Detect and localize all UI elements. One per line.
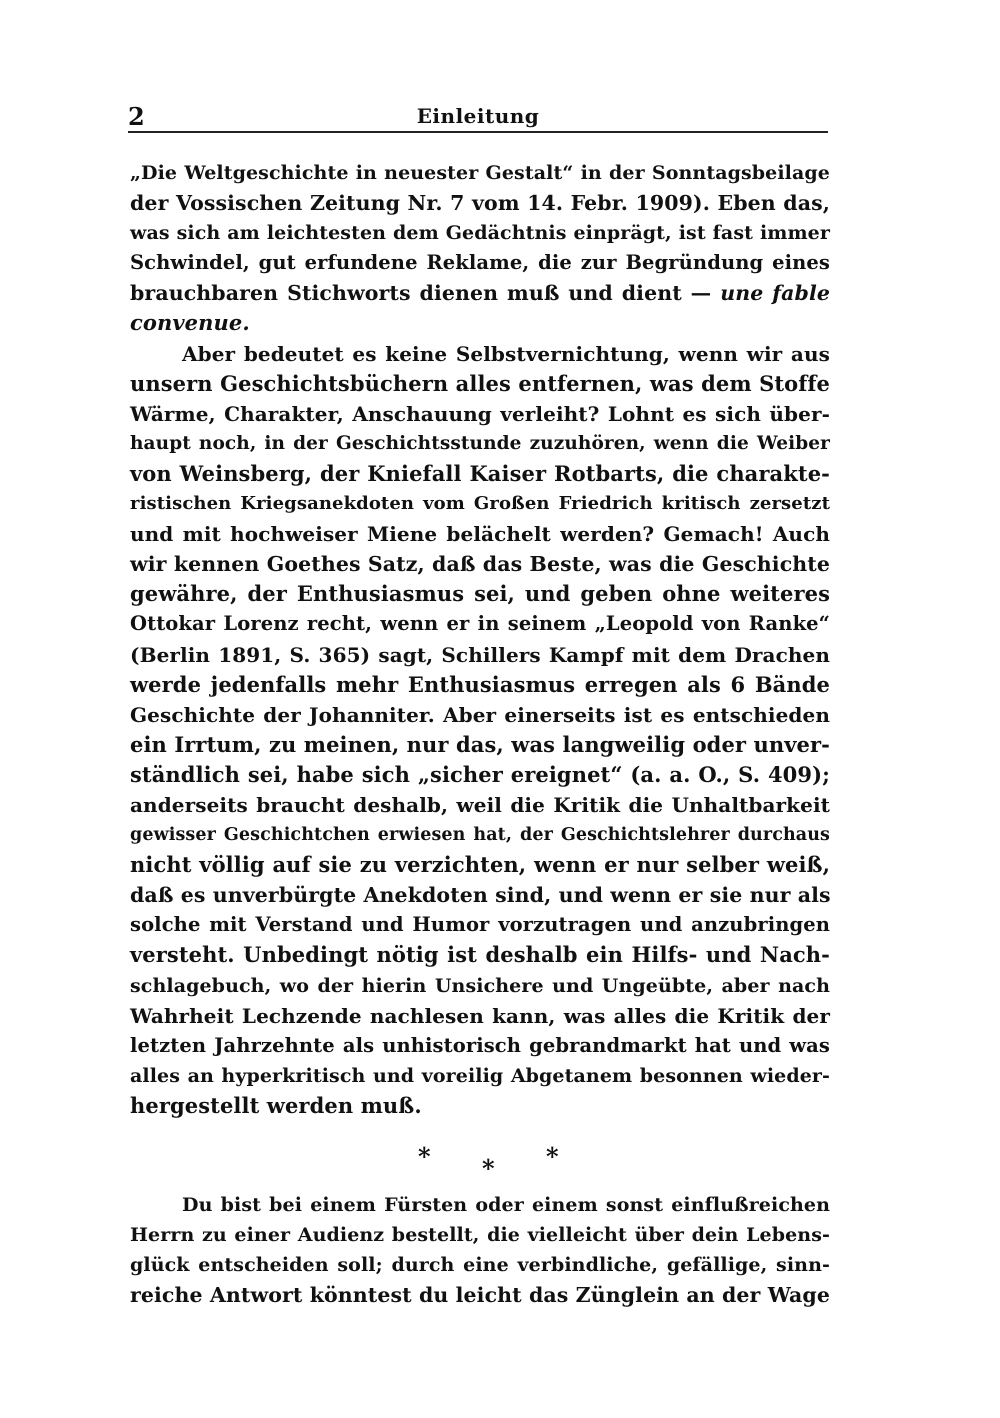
text-line: letzten Jahrzehnte als unhistorisch gebrandmarkt hat und was <box>130 1033 830 1057</box>
asterisk: * <box>418 1142 431 1171</box>
body-text <box>130 158 830 1121</box>
text-line: werde jedenfalls mehr Enthusiasmus erregen als 6 Bände <box>130 671 830 697</box>
text-line: daß es unverbürgte Anekdoten sind, und wenn er sie nur als <box>130 883 831 908</box>
text-line: haupt noch, in der Geschichtsstunde zuzuhören, wenn die Weiber <box>130 432 830 454</box>
text-line: Wärme, Charakter, Anschauung verleiht? Lohnt es sich über- <box>130 401 830 426</box>
text-line: von Weinsberg, der Kniefall Kaiser Rotbarts, die charakte- <box>130 460 830 486</box>
page-number: 2 <box>128 102 145 131</box>
text-line: Du bist bei einem Fürsten oder einem sonst einflußreichen <box>182 1194 830 1216</box>
body-text-section-2 <box>130 1190 830 1310</box>
text-line: was sich am leichtesten dem Gedächtnis einprägt, ist fast immer <box>130 222 830 245</box>
text-line: wir kennen Goethes Satz, daß das Beste, was die Geschichte <box>130 552 830 577</box>
text-line: versteht. Unbedingt nötig ist deshalb ein Hilfs- und Nach- <box>130 942 830 968</box>
text-line: schlagebuch, wo der hierin Unsichere und Ungeübte, aber nach <box>130 974 830 997</box>
section-separator <box>400 1142 580 1182</box>
text-line: alles an hyperkritisch und voreilig Abgetanem besonnen wieder- <box>130 1064 830 1087</box>
text-line: gewähre, der Enthusiasmus sei, und geben ohne weiteres <box>130 581 830 607</box>
page-header <box>128 96 828 130</box>
text-line: anderseits braucht deshalb, weil die Kritik die Unhaltbarkeit <box>130 792 830 817</box>
text-line: convenue. <box>130 310 250 336</box>
text-line: glück entscheiden soll; durch eine verbindliche, gefällige, sinn- <box>130 1254 830 1277</box>
asterisk: * <box>546 1142 559 1171</box>
text-line: nicht völlig auf sie zu verzichten, wenn er nur selber weiß, <box>130 852 830 878</box>
text-line: Herrn zu einer Audienz bestellt, die vielleicht über dein Lebens- <box>130 1224 830 1247</box>
text-line: (Berlin 1891, S. 365) sagt, Schillers Kampf mit dem Drachen <box>130 642 830 667</box>
text-line: reiche Antwort könntest du leicht das Zünglein an der Wage <box>130 1283 830 1308</box>
text-line: ständlich sei, habe sich „sicher ereignet“ (a. a. O., S. 409); <box>130 761 830 787</box>
text-line: Aber bedeutet es keine Selbstvernichtung, wenn wir aus <box>182 341 830 366</box>
italic-phrase: une fable <box>720 281 830 306</box>
text-line: hergestellt werden muß. <box>130 1092 422 1118</box>
text-line: ristischen Kriegsanekdoten vom Großen Friedrich kritisch zersetzt <box>130 493 830 515</box>
text-line: Geschichte der Johanniter. Aber einerseits ist es entschieden <box>130 702 830 727</box>
text-line: gewisser Geschichtchen erwiesen hat, der Geschichtslehrer durchaus <box>130 825 830 846</box>
text-line: unsern Geschichtsbüchern alles entfernen, was dem Stoffe <box>130 370 830 396</box>
text-line: „Die Weltgeschichte in neuester Gestalt“ in der Sonntagsbeilage <box>130 162 830 184</box>
text-line: und mit hochweiser Miene belächelt werden? Gemach! Auch <box>130 522 830 547</box>
running-title: Einleitung <box>416 104 540 128</box>
text-segment: brauchbaren Stichworts dienen muß und dient — <box>130 281 712 306</box>
text-line: Wahrheit Lechzende nachlesen kann, was alles die Kritik der <box>130 1003 830 1028</box>
text-line: der Vossischen Zeitung Nr. 7 vom 14. Febr. 1909). Eben das, <box>130 191 830 216</box>
text-line: Ottokar Lorenz recht, wenn er in seinem „Leopold von Ranke“ <box>130 612 830 636</box>
text-line <box>130 278 830 308</box>
text-line: ein Irrtum, zu meinen, nur das, was langweilig oder unver- <box>130 731 830 757</box>
text-line: Schwindel, gut erfundene Reklame, die zur Begründung eines <box>130 251 830 275</box>
asterisk: * <box>482 1154 495 1183</box>
header-rule <box>128 131 828 133</box>
text-line: solche mit Verstand und Humor vorzutragen und anzubringen <box>130 913 830 937</box>
